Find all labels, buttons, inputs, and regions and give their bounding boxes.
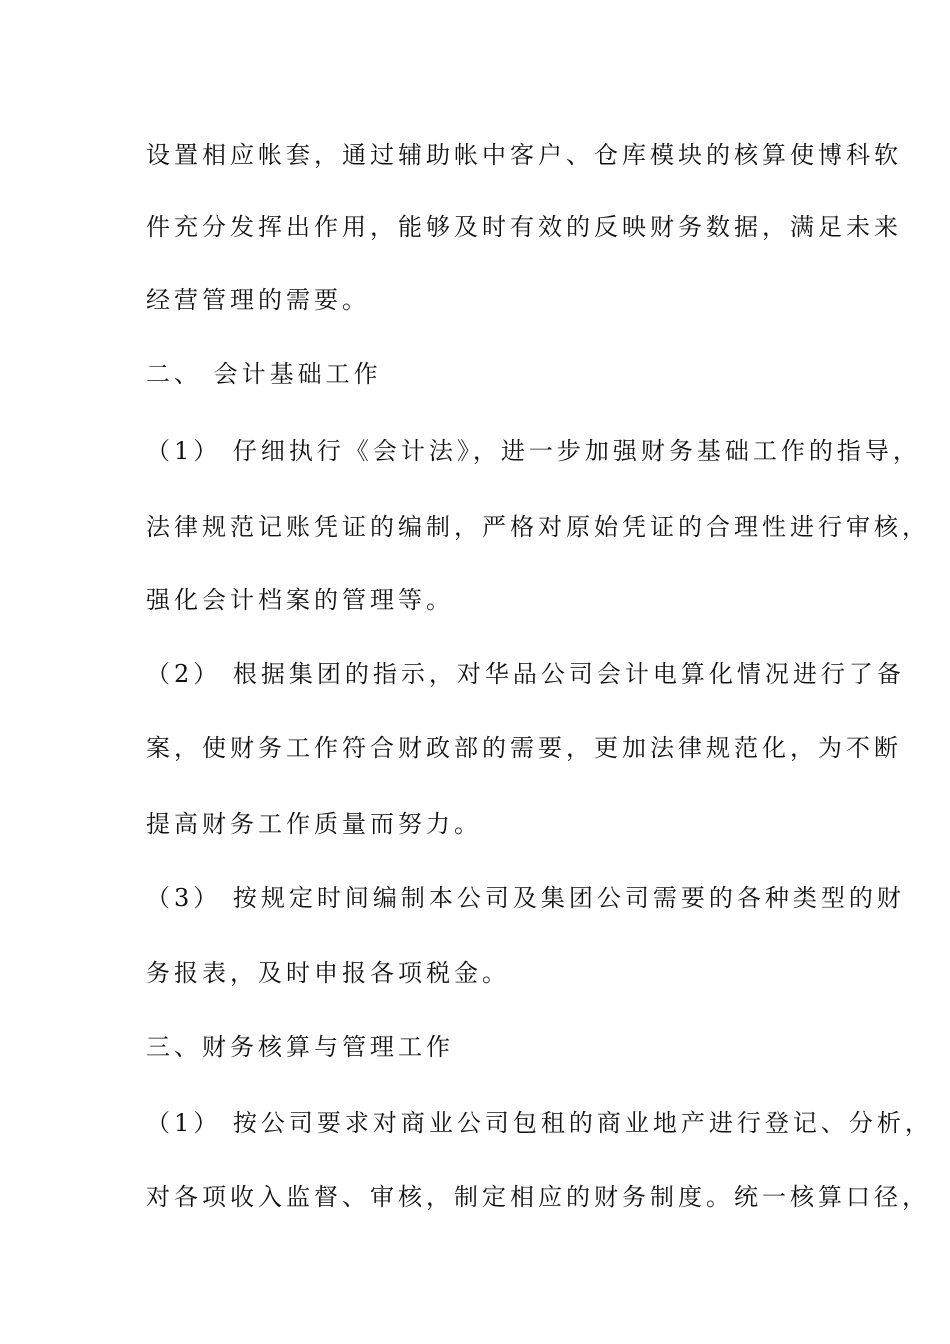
text-line: 对各项收入监督、审核，制定相应的财务制度。统一核算口径， (146, 1183, 930, 1211)
text-line: （3） 按规定时间编制本公司及集团公司需要的各种类型的财 (146, 884, 905, 912)
section-heading: 三、财务核算与管理工作 (146, 1033, 454, 1061)
text-line: （1） 按公司要求对商业公司包租的商业地产进行登记、分析， (146, 1109, 933, 1137)
text-line: 务报表，及时申报各项税金。 (146, 959, 510, 987)
text-line: 法律规范记账凭证的编制，严格对原始凭证的合理性进行审核， (146, 513, 930, 541)
text-line: 提高财务工作质量而努力。 (146, 810, 482, 838)
text-line: （2） 根据集团的指示，对华品公司会计电算化情况进行了备 (146, 660, 905, 688)
text-line: （1） 仔细执行《会计法》，进一步加强财务基础工作的指导， (146, 437, 921, 465)
section-heading: 二、 会计基础工作 (146, 360, 382, 388)
text-line: 件充分发挥出作用，能够及时有效的反映财务数据，满足未来 (146, 213, 902, 241)
text-line: 强化会计档案的管理等。 (146, 586, 454, 614)
text-line: 案，使财务工作符合财政部的需要，更加法律规范化，为不断 (146, 734, 902, 762)
text-line: 经营管理的需要。 (146, 286, 370, 314)
text-line: 设置相应帐套，通过辅助帐中客户、仓库模块的核算使博科软 (146, 141, 902, 169)
